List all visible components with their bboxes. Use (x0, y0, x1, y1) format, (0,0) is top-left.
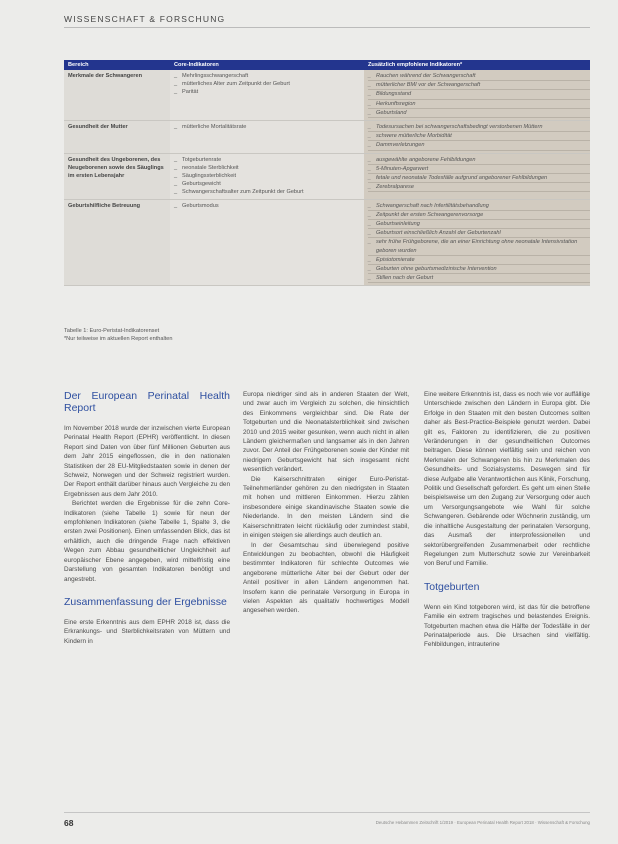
table-cell-extra (364, 154, 590, 199)
indicator-label: Geburtsland (376, 109, 407, 116)
table-cell-core (170, 121, 364, 153)
indicator-item (174, 164, 364, 172)
indicator-item (368, 220, 590, 229)
table-row (64, 70, 590, 121)
table-header-extra: Zusätzlich empfohlene Indikatoren* (368, 61, 463, 68)
indicator-label: Geburtseinleitung (376, 221, 420, 228)
indicator-label: Parität (182, 89, 199, 96)
indicator-item (368, 183, 590, 192)
indicator-label: neonatale Sterblichkeit (182, 164, 239, 171)
table-header (64, 60, 590, 70)
bullet-dash: _ (368, 142, 372, 149)
paragraph: Im November 2018 wurde der inzwischen vierte European Perinatal Health Report (EPHR) veröffentlicht. In diesen Report sind Daten von über fünf Millionen Geburten aus dem Jahr 2015 eingeflossen, die in den nationalen Statistiken der 28 EU-Mitgliedstaaten sowie in denen der Schweiz, Norwegen und der Schweiz registriert wurden. Der Report enthält darüber hinaus auch Vergleiche zu den Ergebnissen aus dem Jahr 2010. (64, 425, 230, 498)
indicator-label: mütterlicher BMI vor der Schwangerschaft (376, 82, 481, 89)
indicator-item (174, 88, 364, 96)
heading-stillbirths: Totgeburten (424, 580, 480, 593)
indicator-item (174, 123, 364, 131)
bullet-dash: _ (174, 173, 178, 180)
indicator-item (368, 132, 590, 141)
heading-perinatal-report: Der European Perinatal Health Report (64, 390, 230, 414)
bullet-dash: _ (174, 181, 178, 188)
bullet-dash: _ (368, 100, 372, 107)
paragraph: Berichtet werden die Ergebnisse für die zehn Core-Indikatoren (siehe Tabelle 1) sowie für neun der empfohlenen Indikatoren (siehe Tabelle 1, Spalte 3, die ersten zwei Positionen). Einen umfassenden Blick, das ist erhältlich, auch die dringende Frage nach effektiven Wegen zum Abbau gesundheitlicher Ungleichheit auf europäischer Ebene angegeben, wird mittelfristig eine Darstellung von gesamten Indikatoren benötigt und angestrebt. (64, 500, 230, 583)
bullet-dash: _ (368, 91, 372, 98)
bullet-dash: _ (174, 202, 178, 209)
table-cell-extra (364, 121, 590, 153)
table-footnote-line: *Nur teilweise im aktuellen Report enthalten (64, 336, 173, 342)
indicator-item (174, 156, 364, 164)
top-divider (64, 27, 590, 28)
table-caption (64, 327, 173, 343)
bullet-dash: _ (368, 230, 372, 237)
indicator-label: fetale und neonatale Todesfälle aufgrund angeborener Fehlbildungen (376, 175, 548, 182)
indicator-item (368, 238, 590, 255)
indicator-item (174, 188, 364, 196)
bullet-dash: _ (368, 202, 372, 209)
paragraph: Die Kaiserschnittraten einiger Euro-Peristat-Teilnehmerländer gehören zu den niedrigsten in Staaten mit hohen und mittleren Einkommen. Hierzu zählen insbesondere einige skandinavische Staaten sowie die Niederlande. In den meisten Ländern sind die Kaiserschnittraten leicht rückläufig oder zumindest stabil, in einigen steigen sie allerdings auch deutlich an. (243, 475, 409, 540)
bullet-dash: _ (368, 165, 372, 172)
section-title: WISSENSCHAFT & FORSCHUNG (64, 14, 226, 24)
indicator-label: Totgeburtenrate (182, 156, 222, 163)
indicator-label: mütterliche Mortalitätsrate (182, 124, 247, 131)
indicator-label: Todesursachen bei schwangerschaftsbedingt verstorbenen Müttern (376, 124, 543, 131)
paragraph: In der Gesamtschau sind überwiegend positive Entwicklungen zu beobachten, obwohl die Häufigkeit bestimmter Indikatoren für schlechte Outcomes wie angeborene mütterliche Alter bei der Geburt oder der Anteil positiver in allen Ländern angenommen hat. Insofern kann die perinatale Versorgung in Europa in vielen Aspekten als qualitativ hochwertiges Modell angesehen werden. (243, 541, 409, 615)
indicator-item (368, 90, 590, 99)
indicator-label: Bildungsstand (376, 91, 412, 98)
indicator-label: Geburtsgewicht (182, 181, 221, 188)
article-column-3 (424, 390, 590, 650)
bullet-dash: _ (174, 73, 178, 79)
bullet-dash: _ (368, 156, 372, 163)
heading-summary: Zusammenfassung der Ergebnisse (64, 595, 227, 608)
table-body (64, 70, 590, 286)
table-cell-area: Gesundheit des Ungeborenen, des Neugeborenen sowie des Säuglings im ersten Lebensjahr (64, 154, 170, 199)
paragraph: Wenn ein Kind totgeboren wird, ist das für die betroffene Familie ein extrem tragisches und belastendes Ereignis. Totgeburten machen etwa die Hälfte der Todesfälle in der Perinatalperiode aus. Die Ursachen sind vielfältig. Fehlbildungen, intrauterine (424, 603, 590, 649)
bullet-dash: _ (174, 81, 178, 88)
table-caption-line: Tabelle 1: Euro-Peristat-Indikatorenset (64, 328, 160, 334)
indicator-label: Säuglingssterblichkeit (182, 173, 237, 180)
table-row (64, 200, 590, 287)
indicator-item (368, 274, 590, 283)
indicator-item (368, 72, 590, 81)
indicator-label: Zerebralparese (376, 184, 414, 191)
page-number: 68 (64, 818, 74, 828)
indicator-label: Mehrlingsschwangerschaft (182, 73, 249, 79)
paragraph: Eine weitere Erkenntnis ist, dass es noch wie vor auffällige Unterschiede zwischen den Ländern in Europa gibt. Die Erfolge in den Staaten mit den besten Outcomes sollten daher als Best-Practice-Beispiele genutzt werden. Dabei gilt es, Faktoren zu identifizieren, die zu positiven Veränderungen in der gesundheitlichen Outcomes beitragen. Diese können vielfältig sein und reichen von Merkmalen der Schwangeren bis hin zu Merkmalen des Gesundheits- und Sozialsystems. Deswegen sind für diese Aufgabe alle Verantwortlichen aus Klinik, Forschung, Politik und Gesellschaft gefordert. Es geht um einen Stelle beispielsweise um den Zugang zur Versorgung oder auch um Versorgungsangebote wie Wahl für solche Schwangeren. Gebärende oder Wöchnerin zuständig, um die inhaltliche Ausgestaltung der perinatalen Versorgung, das Ausmaß der interprofessionellen und sektorübergreifenden Zusammenarbeit oder rechtliche Regelungen zum Mutterschutz sowie zur Vereinbarkeit von Beruf und Familie. (424, 391, 590, 568)
indicator-item (174, 202, 364, 210)
bullet-dash: _ (368, 239, 372, 246)
footer-divider (64, 812, 590, 813)
bullet-dash: _ (368, 275, 372, 282)
indicator-item (368, 229, 590, 238)
table-cell-area: Gesundheit der Mutter (64, 121, 170, 153)
indicator-item (368, 165, 590, 174)
indicator-label: schwere mütterliche Morbidität (376, 133, 452, 140)
paragraph: Eine erste Erkenntnis aus dem EPHR 2018 ist, dass die Erkrankungs- und Sterblichkeitsraten von Müttern und Kindern in (64, 618, 230, 645)
bullet-dash: _ (368, 124, 372, 131)
bullet-dash: _ (174, 156, 178, 163)
indicator-item (174, 72, 364, 80)
bullet-dash: _ (368, 73, 372, 79)
indicator-label: mütterliches Alter zum Zeitpunkt der Geburt (182, 81, 290, 88)
indicator-label: Schwangerschaft nach Infertilitätsbehandlung (376, 202, 489, 209)
bullet-dash: _ (368, 133, 372, 140)
indicator-label: Geburtsmodus (182, 202, 219, 209)
article-column-2 (243, 390, 409, 616)
indicator-label: Schwangerschaftsalter zum Zeitpunkt der Geburt (182, 189, 304, 196)
indicator-item (368, 141, 590, 150)
table-header-core: Core-Indikatoren (174, 61, 219, 68)
bullet-dash: _ (368, 221, 372, 228)
bullet-dash: _ (368, 256, 372, 263)
bullet-dash: _ (174, 189, 178, 196)
bullet-dash: _ (368, 266, 372, 273)
table-cell-extra (364, 70, 590, 120)
indicator-item (174, 172, 364, 180)
indicator-label: sehr frühe Frühgeborene, die an einer Einrichtung ohne neonatale Intensivstation geboren wurden (376, 239, 578, 254)
bullet-dash: _ (368, 82, 372, 89)
table-cell-extra (364, 200, 590, 286)
table-cell-core (170, 70, 364, 120)
indicator-item (368, 211, 590, 220)
indicator-label: Stillen nach der Geburt (376, 275, 434, 282)
bullet-dash: _ (368, 184, 372, 191)
indicator-label: Rauchen während der Schwangerschaft (376, 73, 476, 79)
indicator-label: Geburten ohne geburtsmedizinische Intervention (376, 266, 497, 273)
indicator-item (174, 80, 364, 88)
indicator-label: Dammverletzungen (376, 142, 425, 149)
indicator-label: 5-Minuten-Apgarwert (376, 165, 429, 172)
indicator-item (368, 123, 590, 132)
bullet-dash: _ (174, 89, 178, 96)
table-row (64, 121, 590, 154)
indicator-label: ausgewählte angeborene Fehlbildungen (376, 156, 476, 163)
indicator-item (368, 156, 590, 165)
indicator-label: Episiotomierate (376, 256, 415, 263)
table-cell-core (170, 154, 364, 199)
indicator-label: Zeitpunkt der ersten Schwangerenvorsorge (376, 211, 484, 218)
indicator-item (368, 81, 590, 90)
article-column-1 (64, 390, 230, 646)
indicator-item (174, 180, 364, 188)
indicator-label: Geburtsort einschließlich Anzahl der Geburtenzahl (376, 230, 501, 237)
bullet-dash: _ (368, 211, 372, 218)
table-cell-core (170, 200, 364, 286)
table-row (64, 154, 590, 200)
indicator-item (368, 202, 590, 211)
table-cell-area: Geburtshilfliche Betreuung (64, 200, 170, 286)
indicator-item (368, 256, 590, 265)
indicator-table (64, 60, 590, 286)
footer-text: Deutsche Hebammen Zeitschrift 1/2019 · European Perinatal Health Report 2018 · Wissenschaft & Forschung (375, 820, 590, 825)
bullet-dash: _ (174, 164, 178, 171)
bullet-dash: _ (174, 124, 178, 131)
indicator-item (368, 174, 590, 183)
table-cell-area: Merkmale der Schwangeren (64, 70, 170, 120)
indicator-label: Herkunftsregion (376, 100, 416, 107)
bullet-dash: _ (368, 109, 372, 116)
bullet-dash: _ (368, 175, 372, 182)
indicator-item (368, 265, 590, 274)
paragraph: Europa niedriger sind als in anderen Staaten der Welt, und zwar auch im Vergleich zu solchen, die hinsichtlich des Einkommens vergleichbar sind. Die Rate der Totgeburten und die Neonatalsterblichkeit sind zwischen 2010 und 2015 weiter gesunken, wenn auch nicht in allen Ländern gleichermaßen und langsamer als in den Jahren zuvor. Der Anteil der Frühgeborenen sowie der Kinder mit niedrigem Geburtsgewicht hat sich insgesamt nicht wesentlich verändert. (243, 391, 409, 474)
table-header-area: Bereich (68, 61, 89, 68)
indicator-item (368, 100, 590, 109)
indicator-item (368, 109, 590, 118)
